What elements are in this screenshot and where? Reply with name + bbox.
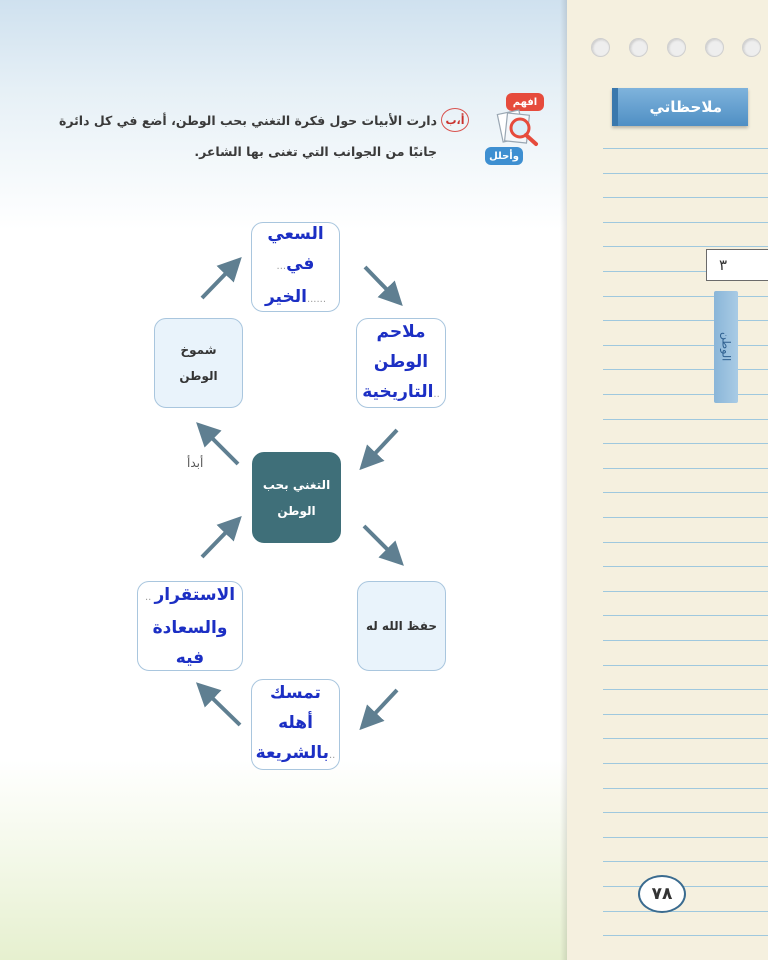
center-node-line2: الوطن [277, 503, 316, 518]
start-annotation: أبدأ [187, 456, 204, 470]
arrow [367, 690, 397, 722]
node-top-right-line1: ملاحم الوطن [373, 321, 429, 372]
page-number: ٧٨ [638, 875, 686, 913]
node-bottom-left-line1: الاستقرار [154, 584, 236, 605]
node-bottom-line2: بالشريعة [255, 743, 329, 763]
node-bottom-left: الاستقرار .. والسعادة فيه [137, 581, 243, 671]
node-top-right: ملاحم الوطن ..التاريخية [356, 318, 446, 408]
arrow [365, 267, 395, 298]
node-bottom-right-line1: حفظ الله له [365, 619, 438, 633]
node-top-line1: السعي في [267, 224, 324, 274]
skill-understand-badge: افهم [506, 93, 544, 111]
center-node-line1: التغني بحب [262, 477, 331, 492]
node-top: السعي في... ......الخير [251, 222, 340, 312]
instruction-line-2: جانبًا من الجوانب التي تغنى بها الشاعر. [194, 144, 437, 159]
node-top-right-line2: التاريخية [362, 381, 434, 402]
node-bottom-line1: تمسك أهله [270, 683, 321, 733]
node-bottom-left-line2: والسعادة فيه [152, 617, 228, 668]
arrow [204, 690, 240, 725]
node-top-line2: الخير [264, 287, 307, 307]
node-top-left-line1: شموخ [180, 343, 217, 357]
instruction-line-1: دارت الأبيات حول فكرة التغني بحب الوطن، أضع في كل دائرة [58, 113, 437, 128]
node-bottom: تمسك أهله ..بالشريعة [251, 679, 340, 770]
node-top-left [154, 318, 243, 408]
unit-tab-label: الوطن [719, 332, 733, 362]
center-node [252, 452, 341, 543]
arrow [202, 265, 234, 298]
node-bottom-right [357, 581, 446, 671]
unit-number: ٣ [719, 256, 728, 274]
question-badge: أ،ب [441, 108, 469, 132]
arrow [202, 524, 234, 557]
skill-analyze-badge: وأحلل [485, 147, 523, 165]
arrow [204, 430, 238, 464]
notes-title: ملاحظاتي [649, 98, 722, 116]
arrow [364, 526, 396, 558]
arrow [367, 430, 397, 462]
node-top-left-line2: الوطن [179, 369, 218, 383]
